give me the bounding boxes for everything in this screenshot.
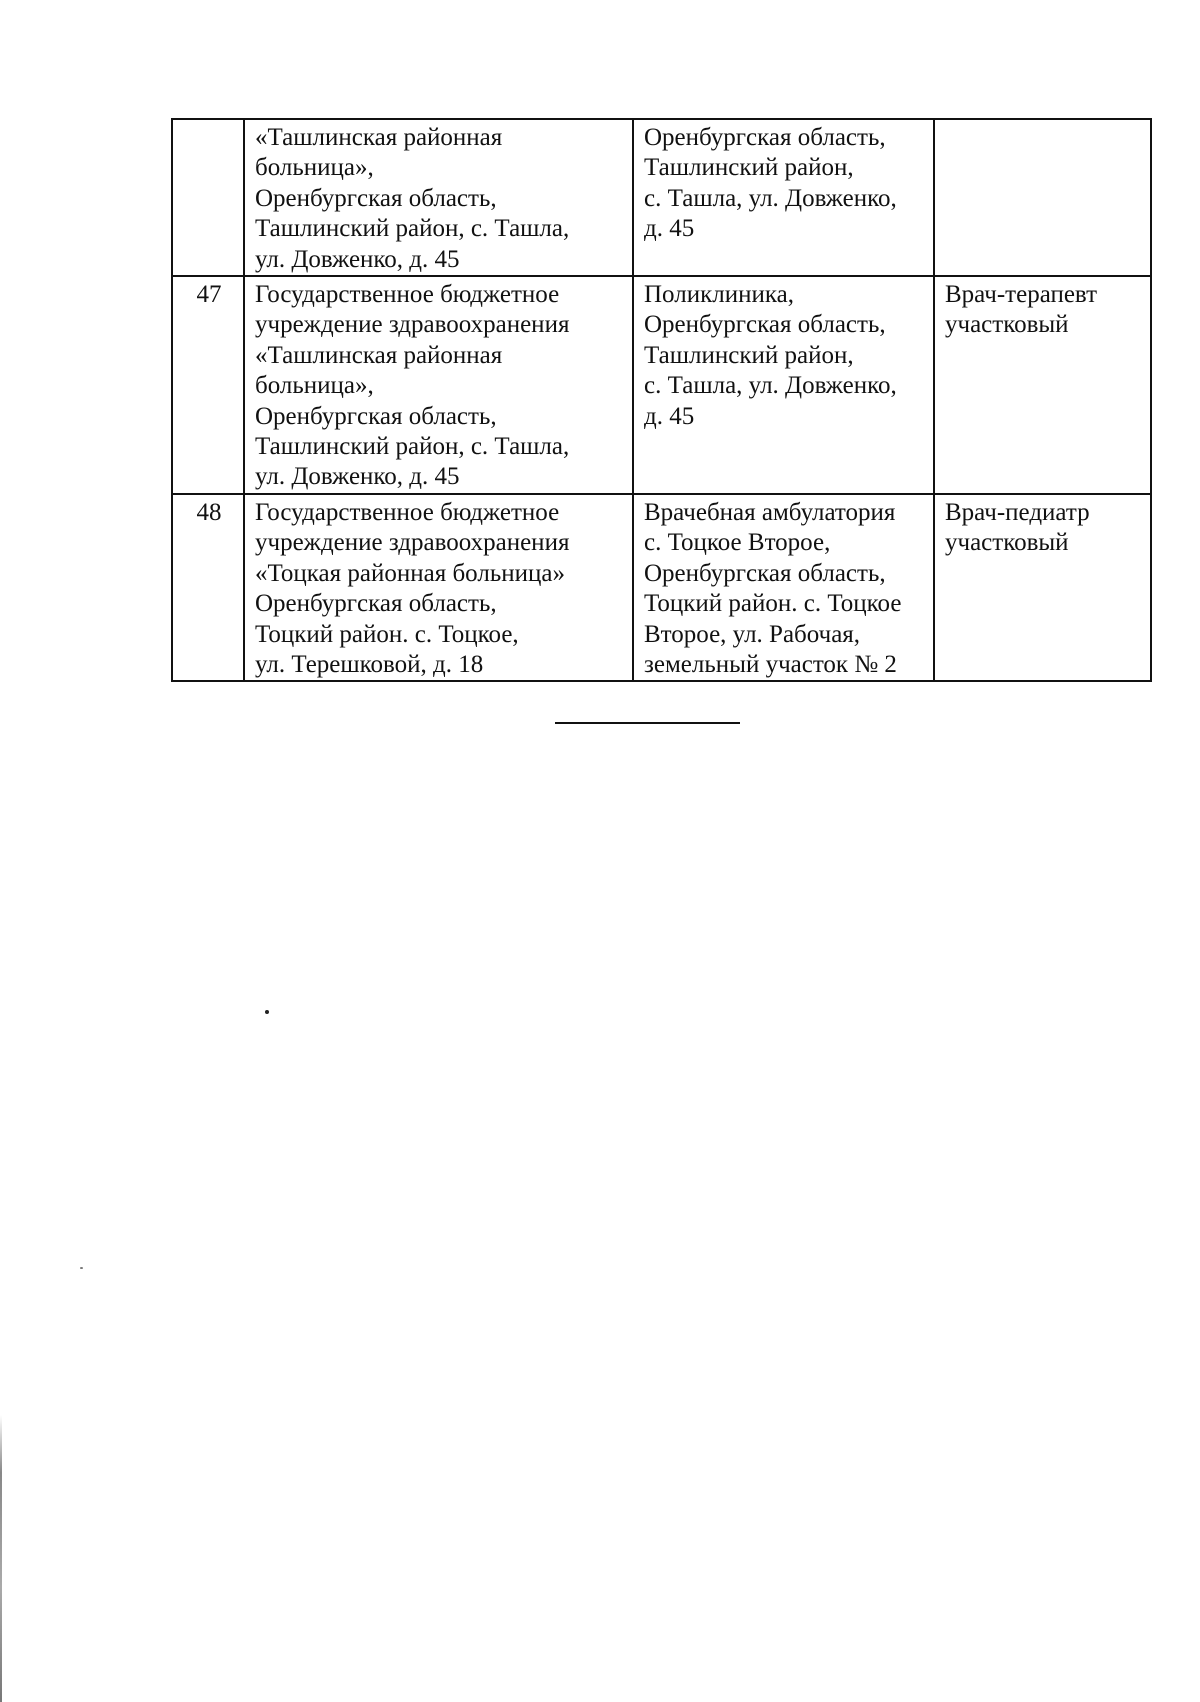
organization-cell [244, 276, 633, 494]
address-line: Оренбургская область, [644, 311, 886, 339]
specialty-line: участковый [945, 529, 1069, 557]
organization-line: больница», [255, 154, 374, 182]
address-line: д. 45 [644, 402, 695, 430]
row-number-cell: 48 [172, 494, 244, 681]
organization-line: Ташлинский район, с. Ташла, [255, 215, 570, 243]
table-row [172, 276, 1151, 494]
organization-line: учреждение здравоохранения [255, 529, 570, 557]
organization-line: Государственное бюджетное [255, 281, 560, 309]
organization-line: больница», [255, 372, 374, 400]
address-line: Оренбургская область, [644, 124, 886, 151]
scan-edge-mark [0, 1415, 2, 1702]
organization-line: «Ташлинская районная [255, 341, 503, 369]
organization-line: Государственное бюджетное [255, 498, 560, 526]
address-line: Второе, ул. Рабочая, [644, 620, 861, 648]
organization-line: Оренбургская область, [255, 590, 497, 618]
end-of-document-rule [555, 722, 740, 724]
specialty-cell [934, 494, 1151, 681]
address-line: с. Ташла, ул. Довженко, [644, 372, 897, 400]
address-line: д. 45 [644, 215, 695, 243]
organization-line: ул. Довженко, д. 45 [255, 463, 460, 491]
address-line: Поликлиника, [644, 281, 794, 309]
organization-line: Оренбургская область, [255, 402, 497, 430]
organization-line: ул. Довженко, д. 45 [255, 245, 460, 273]
organization-line: Оренбургская область, [255, 184, 497, 212]
specialty-line: Врач-терапевт [945, 281, 1098, 309]
organization-cell [244, 494, 633, 681]
facilities-table [171, 118, 1152, 682]
organization-line: «Ташлинская районная [255, 124, 503, 151]
organization-line: учреждение здравоохранения [255, 311, 570, 339]
table-row [172, 119, 1151, 276]
address-line: Тоцкий район. с. Тоцкое [644, 590, 902, 618]
address-cell [633, 494, 934, 681]
organization-line: ул. Терешковой, д. 18 [255, 650, 484, 678]
row-number-cell: 47 [172, 276, 244, 494]
address-line: с. Ташла, ул. Довженко, [644, 184, 897, 212]
address-line: Ташлинский район, [644, 341, 854, 369]
organization-cell [244, 119, 633, 276]
address-line: Ташлинский район, [644, 154, 854, 182]
address-line: Врачебная амбулатория [644, 498, 896, 526]
table-row [172, 494, 1151, 681]
specialty-cell [934, 119, 1151, 276]
address-line: земельный участок № 2 [644, 650, 897, 678]
row-number-cell [172, 119, 244, 276]
address-cell [633, 119, 934, 276]
organization-line: Ташлинский район, с. Ташла, [255, 433, 570, 461]
organization-line: «Тоцкая районная больница» [255, 559, 565, 587]
address-line: Оренбургская область, [644, 559, 886, 587]
scan-speck [265, 1010, 269, 1014]
address-cell [633, 276, 934, 494]
organization-line: Тоцкий район. с. Тоцкое, [255, 620, 519, 648]
specialty-line: Врач-педиатр [945, 498, 1090, 526]
scan-speck [80, 1267, 83, 1269]
address-line: с. Тоцкое Второе, [644, 529, 831, 557]
specialty-cell [934, 276, 1151, 494]
specialty-line: участковый [945, 311, 1069, 339]
